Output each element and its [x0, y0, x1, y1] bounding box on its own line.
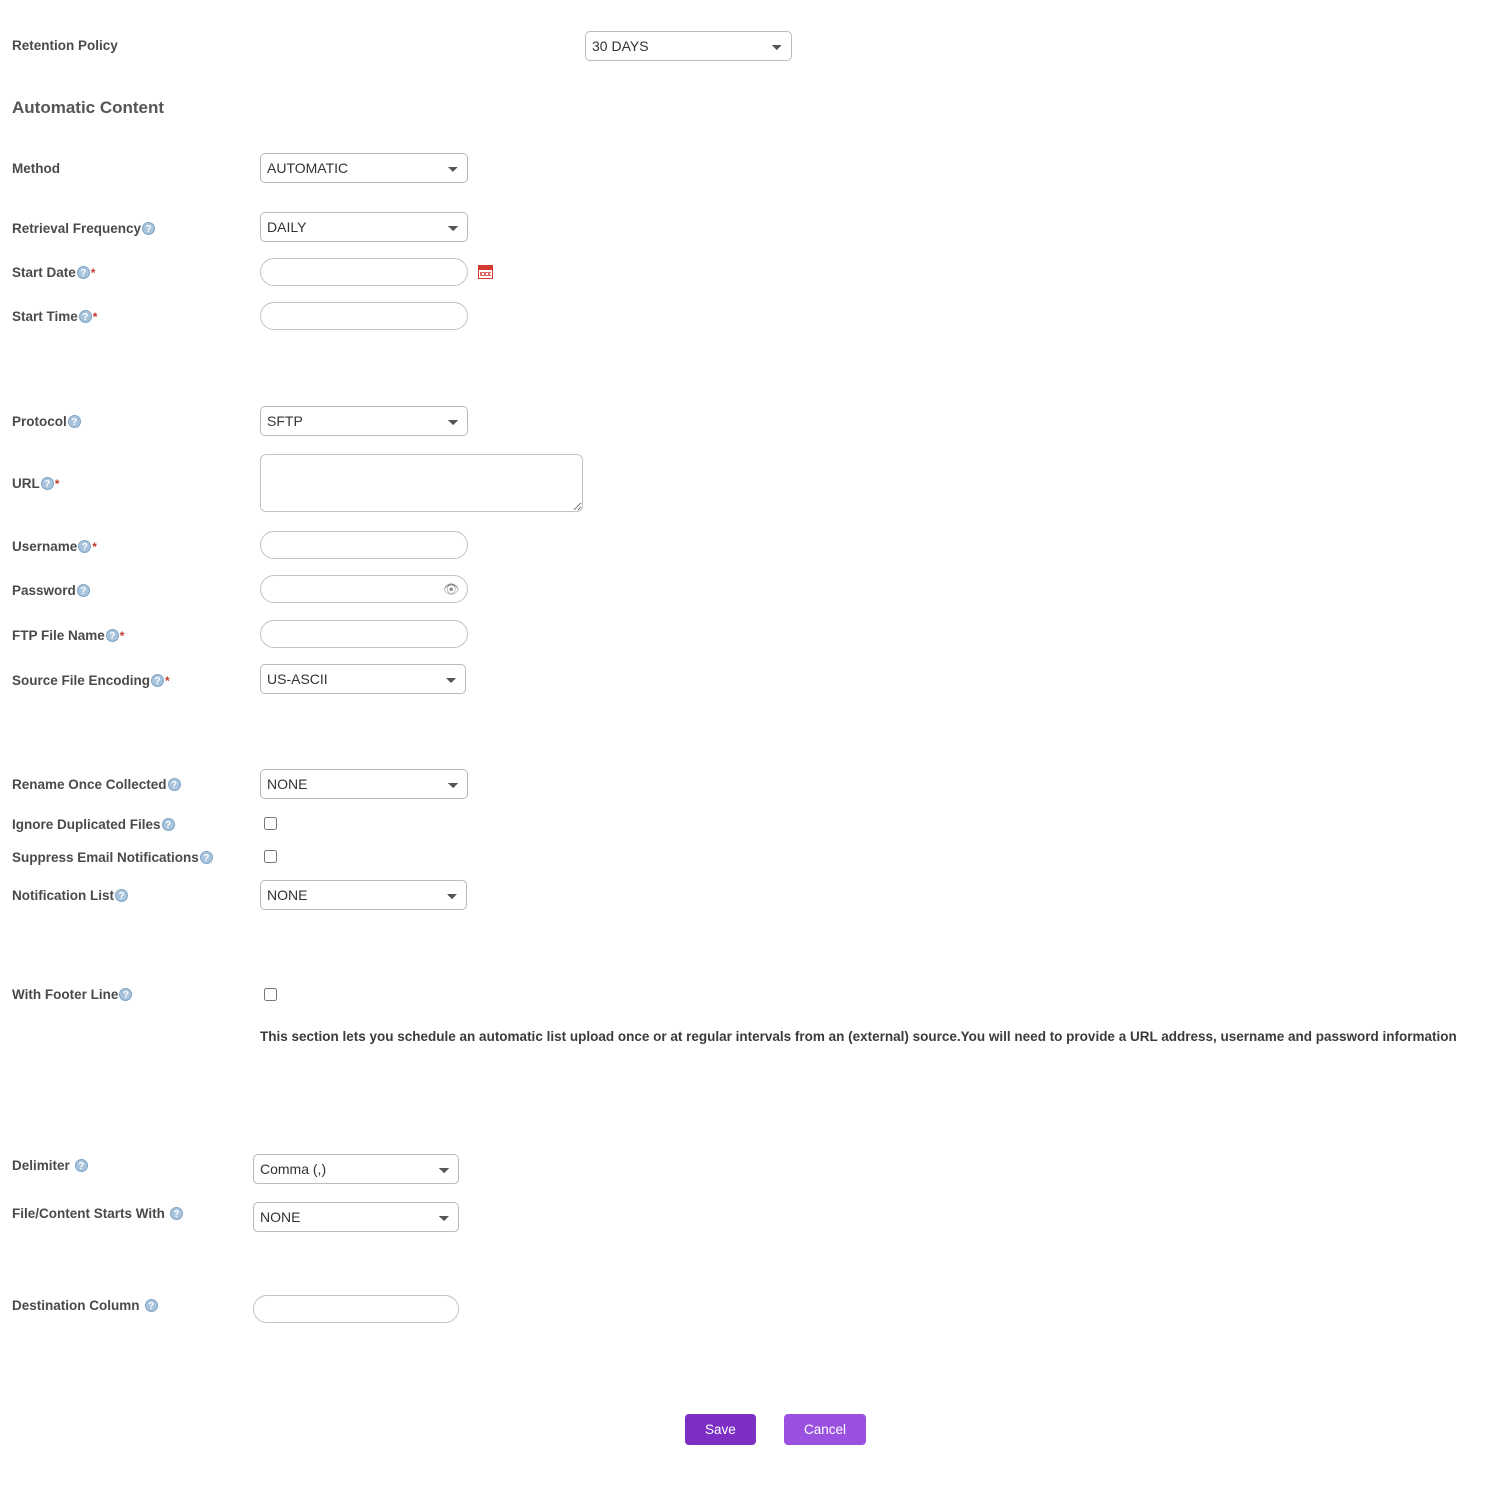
password-input[interactable] [260, 575, 468, 603]
retrieval-frequency-select[interactable] [260, 212, 468, 242]
file-content-starts-with-label-group [12, 1206, 183, 1221]
url-label-group [12, 476, 59, 491]
show-password-icon[interactable]: 👁 [443, 581, 460, 597]
required-marker: * [54, 476, 60, 491]
with-footer-line-label: With Footer Line [12, 987, 119, 1002]
ignore-duplicated-files-label-group [12, 817, 175, 832]
help-icon[interactable]: ? [106, 629, 119, 642]
section-help-note: This section lets you schedule an automatic list upload once or at regular intervals from an (external) source.You will need to provide a URL address, username and password information [260, 1029, 1457, 1044]
retention-policy-label-group [12, 38, 118, 53]
file-content-starts-with-label: File/Content Starts With [12, 1206, 165, 1221]
start-date-label: Start Date [12, 265, 76, 280]
method-label-group [12, 161, 60, 176]
protocol-label-group [12, 414, 81, 429]
with-footer-line-label-group [12, 987, 132, 1002]
help-icon[interactable]: ? [78, 540, 91, 553]
destination-column-label-group [12, 1298, 158, 1313]
retention-policy-label: Retention Policy [12, 38, 118, 53]
delimiter-label-group [12, 1158, 88, 1173]
url-label: URL [12, 476, 40, 491]
help-icon[interactable]: ? [68, 415, 81, 428]
save-button[interactable]: Save [685, 1414, 756, 1445]
start-time-input[interactable] [260, 302, 468, 330]
password-field-wrapper [260, 575, 468, 603]
start-time-label: Start Time [12, 309, 78, 324]
help-icon[interactable]: ? [200, 851, 213, 864]
url-textarea[interactable] [260, 454, 583, 512]
required-marker: * [119, 628, 125, 643]
file-content-starts-with-select[interactable] [253, 1202, 459, 1232]
section-title-automatic-content: Automatic Content [12, 98, 165, 117]
help-icon[interactable]: ? [142, 222, 155, 235]
help-icon[interactable]: ? [75, 1159, 88, 1172]
help-icon[interactable]: ? [170, 1207, 183, 1220]
source-file-encoding-label: Source File Encoding [12, 673, 151, 688]
password-label: Password [12, 583, 76, 598]
required-marker: * [165, 673, 170, 688]
help-icon[interactable]: ? [77, 266, 90, 279]
delimiter-select[interactable] [253, 1154, 459, 1184]
delimiter-label: Delimiter [12, 1158, 70, 1173]
source-file-encoding-label-group [12, 673, 170, 688]
retention-policy-select[interactable] [585, 31, 792, 61]
suppress-email-notifications-label-group [12, 850, 213, 865]
help-icon[interactable]: ? [79, 310, 92, 323]
username-label: Username [12, 539, 78, 554]
ftp-file-name-label-group [12, 628, 124, 643]
method-label: Method [12, 161, 60, 176]
start-time-label-group [12, 309, 97, 324]
ftp-file-name-input[interactable] [260, 620, 468, 648]
username-input[interactable] [260, 531, 468, 559]
help-icon[interactable]: ? [119, 988, 132, 1001]
destination-column-input[interactable] [253, 1295, 459, 1323]
help-icon[interactable]: ? [41, 477, 54, 490]
method-select[interactable] [260, 153, 468, 183]
suppress-email-notifications-label: Suppress Email Notifications [12, 850, 199, 865]
retrieval-frequency-label-group [12, 221, 155, 236]
with-footer-line-checkbox[interactable] [264, 988, 277, 1001]
source-file-encoding-select[interactable] [260, 664, 466, 694]
protocol-select[interactable] [260, 406, 468, 436]
notification-list-select[interactable] [260, 880, 467, 910]
destination-column-label: Destination Column [12, 1298, 140, 1313]
notification-list-label: Notification List [12, 888, 114, 903]
rename-once-collected-select[interactable] [260, 769, 468, 799]
cancel-button[interactable]: Cancel [784, 1414, 866, 1445]
username-label-group [12, 539, 97, 554]
help-icon[interactable]: ? [77, 584, 90, 597]
retrieval-frequency-label: Retrieval Frequency [12, 221, 142, 236]
help-icon[interactable]: ? [115, 889, 128, 902]
required-marker: * [90, 265, 96, 280]
help-icon[interactable]: ? [145, 1299, 158, 1312]
start-date-label-group [12, 265, 95, 280]
help-icon[interactable]: ? [151, 674, 164, 687]
ignore-duplicated-files-checkbox[interactable] [264, 817, 277, 830]
rename-once-collected-label-group [12, 777, 181, 792]
suppress-email-notifications-checkbox[interactable] [264, 850, 277, 863]
notification-list-label-group [12, 888, 128, 903]
ignore-duplicated-files-label: Ignore Duplicated Files [12, 817, 161, 832]
calendar-icon[interactable] [478, 265, 493, 279]
help-icon[interactable]: ? [162, 818, 175, 831]
required-marker: * [92, 539, 97, 554]
required-marker: * [92, 309, 98, 324]
rename-once-collected-label: Rename Once Collected [12, 777, 167, 792]
ftp-file-name-label: FTP File Name [12, 628, 105, 643]
password-label-group [12, 583, 90, 598]
help-icon[interactable]: ? [168, 778, 181, 791]
protocol-label: Protocol [12, 414, 67, 429]
start-date-input[interactable] [260, 258, 468, 286]
